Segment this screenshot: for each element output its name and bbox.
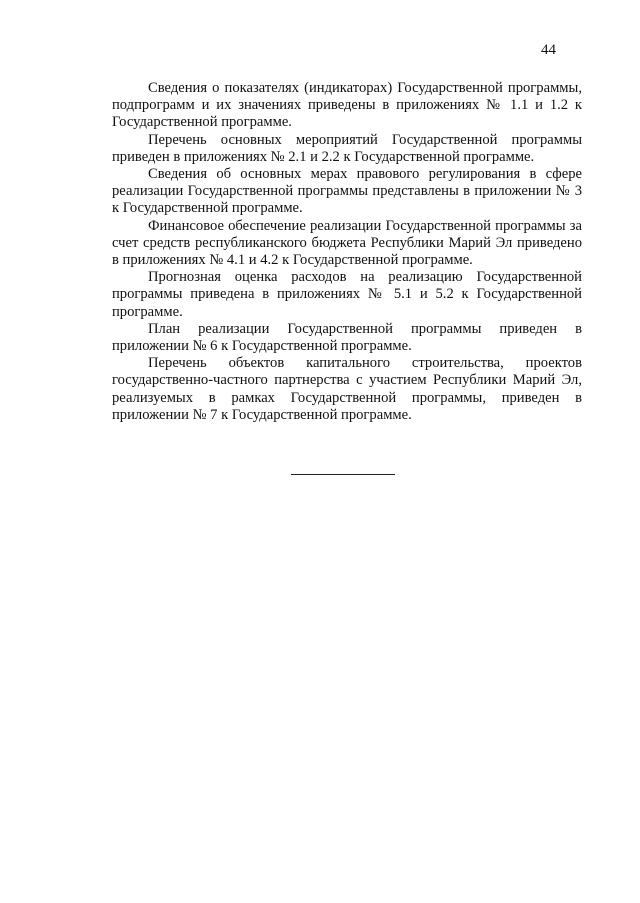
- paragraph-main-activities: Перечень основных мероприятий Государственной программы приведен в приложениях № 2.1 и 2.2 к Государственной программе.: [112, 131, 582, 165]
- paragraph-indicators: Сведения о показателях (индикаторах) Государственной программы, подпрограмм и их значениях приведены в приложениях № 1.1 и 1.2 к Государственной программе.: [112, 80, 582, 131]
- end-separator-line: [291, 474, 395, 475]
- paragraph-legal-regulation: Сведения об основных мерах правового регулирования в сфере реализации Государственной программы представлены в приложении № 3 к Государственной программе.: [112, 166, 582, 217]
- paragraph-implementation-plan: План реализации Государственной программы приведен в приложении № 6 к Государственной программе.: [112, 320, 582, 355]
- page-number: 44: [541, 42, 556, 58]
- paragraph-financing: Финансовое обеспечение реализации Государственной программы за счет средств республиканского бюджета Республики Марий Эл приведено в приложениях № 4.1 и 4.2 к Государственной программе.: [112, 217, 582, 269]
- paragraph-expense-forecast: Прогнозная оценка расходов на реализацию Государственной программы приведена в приложениях № 5.1 и 5.2 к Государственной программе.: [112, 269, 582, 320]
- document-body: [112, 80, 582, 424]
- paragraph-capital-objects: Перечень объектов капитального строительства, проектов государственно-частного партнерства с участием Республики Марий Эл, реализуемых в рамках Государственной программы, приведен в приложении № 7 к Государственной программе.: [112, 355, 582, 423]
